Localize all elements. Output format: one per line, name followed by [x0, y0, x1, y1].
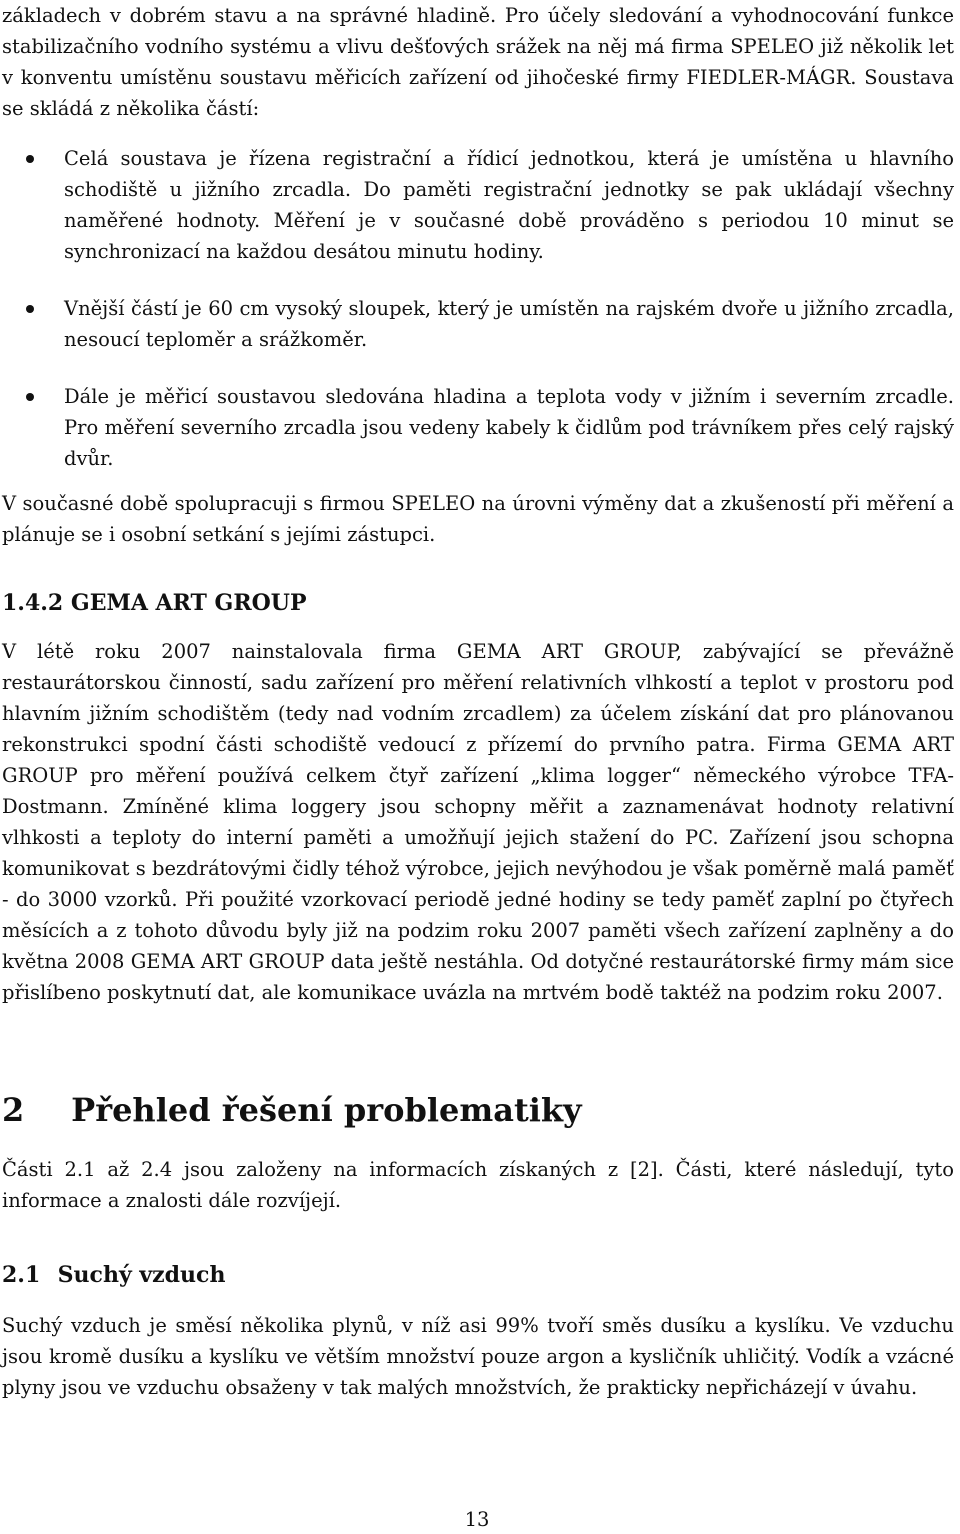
bullet-icon: [26, 305, 34, 313]
list-item-text: Dále je měřicí soustavou sledována hladina a teplota vody v jižním i severním zrcadle. Pro měření severního zrcadla jsou vedeny kabely k čidlům pod trávníkem přes celý rajský dvůr.: [64, 385, 954, 470]
subsection-heading-dry-air: [2, 1260, 225, 1290]
page-number: 13: [464, 1508, 490, 1531]
list-item-text: Celá soustava je řízena registrační a řídicí jednotkou, která je umístěna u hlavního schodiště u jižního zrcadla. Do paměti registrační jednotky se pak ukládají všechny naměřené hodnoty. Měření je v současné době prováděno s periodou 10 minut se synchronizací na každou desátou minutu hodiny.: [64, 147, 954, 263]
section-heading-2: [2, 1090, 582, 1130]
section-title: Přehled řešení problematiky: [71, 1091, 582, 1129]
intro-paragraph: základech v dobrém stavu a na správné hladině. Pro účely sledování a vyhodnocování funkce stabilizačního vodního systému a vlivu dešťových srážek na něj má firma SPELEO již několik let v konventu umístěnu soustavu měřicích zařízení od jihočeské firmy FIEDLER-MÁGR. Soustava se skládá z několika částí:: [2, 4, 954, 120]
measurement-system-list: [0, 143, 954, 500]
list-item-text: Vnější částí je 60 cm vysoký sloupek, který je umístěn na rajském dvoře u jižního zrcadla, nesoucí teploměr a srážkoměr.: [64, 297, 954, 351]
bullet-icon: [26, 393, 34, 401]
subsection-heading-gema: [2, 588, 307, 618]
subsection-title: Suchý vzduch: [57, 1262, 226, 1288]
dry-air-paragraph: Suchý vzduch je směsí několika plynů, v níž asi 99% tvoří směs dusíku a kyslíku. Ve vzduchu jsou kromě dusíku a kyslíku ve větším množství pouze argon a kysličník uhličitý. Vodík a vzácné plyny jsou ve vzduchu obsaženy v tak malých množstvích, že prakticky nepřicházejí v úvahu.: [2, 1314, 954, 1399]
gema-paragraph: V létě roku 2007 nainstalovala firma GEMA ART GROUP, zabývající se převážně restaurátorskou činností, sadu zařízení pro měření relativních vlhkostí a teplot v prostoru pod hlavním jižním schodištěm (tedy nad vodním zrcadlem) za účelem získání dat pro plánovanou rekonstrukci spodní části schodiště vedoucí z přízemí do prvního patra. Firma GEMA ART GROUP pro měření používá celkem čtyř zařízení „klima logger“ německého výrobce TFA-Dostmann. Zmíněné klima loggery jsou schopny měřit a zaznamenávat hodnoty relativní vlhkosti a teploty do interní paměti a umožňují jejich stažení do PC. Zařízení jsou schopna komunikovat s bezdrátovými čidly téhož výrobce, jejich nevýhodou je však poměrně malá paměť - do 3000 vzorků. Při použité vzorkovací periodě jedné hodiny se tedy paměť zaplní po čtyřech měsících a z tohoto důvodu byly již na podzim roku 2007 paměti všech zařízení zaplněny a do května 2008 GEMA ART GROUP data ještě nestáhla. Od dotyčné restaurátorské firmy mám sice přislíbeno poskytnutí dat, ale komunikace uvázla na mrtvém bodě taktéž na podzim roku 2007.: [2, 640, 954, 1004]
section-number: 2: [2, 1091, 25, 1129]
speleo-paragraph: V současné době spolupracuji s firmou SPELEO na úrovni výměny dat a zkušeností při měření a plánuje se i osobní setkání s jejími zástupci.: [2, 492, 954, 546]
list-item: [0, 381, 954, 474]
section-2-paragraph: Části 2.1 až 2.4 jsou založeny na informacích získaných z [2]. Části, které následují, tyto informace a znalosti dále rozvíjejí.: [2, 1158, 954, 1212]
subsection-title: GEMA ART GROUP: [70, 590, 307, 616]
subsection-number: 2.1: [2, 1262, 41, 1288]
subsection-number: 1.4.2: [2, 590, 64, 616]
bullet-icon: [26, 155, 34, 163]
list-item: [0, 293, 954, 355]
list-item: [0, 143, 954, 267]
